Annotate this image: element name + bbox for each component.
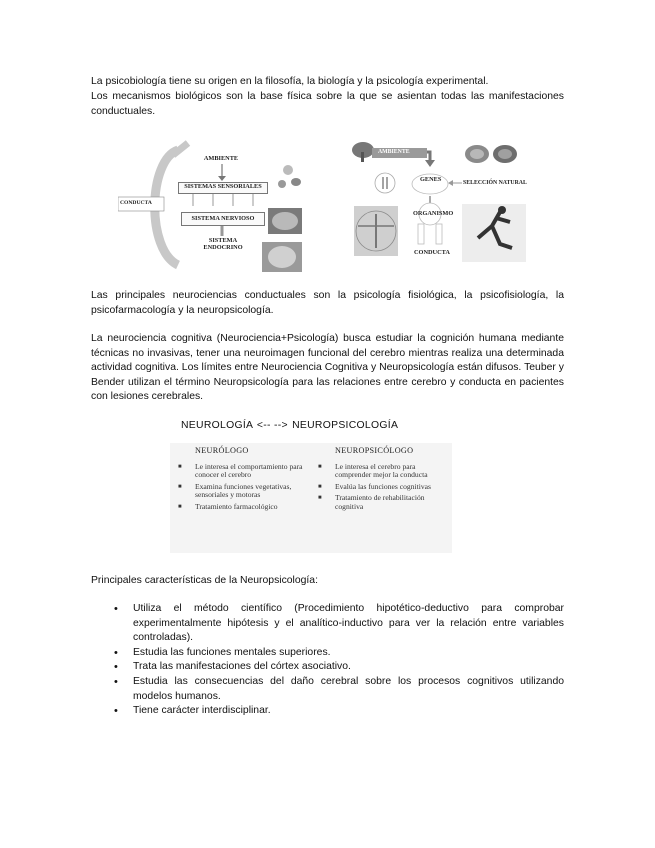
list-neuropsicologo	[316, 463, 446, 512]
list-item: ■ Evalúa las funciones cognitivas	[316, 483, 446, 492]
label-genes: GENES	[420, 176, 442, 183]
title-neurologia: NEUROLOGÍA	[181, 420, 253, 431]
paragraph-neurociencias: Las principales neurociencias conductuales son la psicología fisiológica, la psicofisiología, la psicofarmacología y la neuropsicología.	[91, 290, 564, 316]
label-sistema-nervioso: SISTEMA NERVIOSO	[191, 215, 255, 222]
label-organismo: ORGANISMO	[413, 210, 454, 217]
title-neuropsicologia: NEUROPSICOLOGÍA	[292, 420, 399, 431]
label-sistema-endocrino-1: SISTEMA	[208, 237, 238, 244]
box-sistemas-sensoriales	[178, 182, 268, 194]
label-conducta-left: CONDUCTA	[120, 200, 152, 206]
list-item: • Estudia las funciones mentales superiores.	[91, 646, 564, 661]
label-ambiente: AMBIENTE	[203, 155, 239, 162]
list-item: ■ Tratamiento farmacológico	[176, 503, 306, 512]
box-sistema-endocrino	[200, 237, 246, 253]
list-item: ■ Tratamiento de rehabilitación cognitiva	[316, 494, 446, 511]
list-item: • Trata las manifestaciones del córtex asociativo.	[91, 660, 564, 675]
intro-line-1: La psicobiología tiene su origen en la filosofía, la biología y la psicología experimental.	[91, 76, 489, 87]
header-neurologo: NEURÓLOGO	[195, 446, 249, 455]
figure-sistemas-diagram	[118, 140, 308, 273]
double-arrow-icon: <-- -->	[256, 420, 288, 431]
list-item: ■ Examina funciones vegetativas, sensoriales y motoras	[176, 483, 306, 500]
label-conducta-right: CONDUCTA	[414, 249, 450, 256]
box-sistema-nervioso	[181, 212, 265, 226]
neuro-comparison-table	[170, 443, 452, 553]
column-neuropsicologo	[316, 447, 446, 515]
column-neurologo	[176, 447, 306, 515]
list-item: ■ Le interesa el comportamiento para conocer el cerebro	[176, 463, 306, 480]
label-sistema-endocrino-2: ENDOCRINO	[203, 244, 243, 251]
heading-caracteristicas: Principales características de la Neuropsicología:	[91, 575, 318, 586]
list-caracteristicas	[91, 602, 564, 719]
label-sistemas-sensoriales: SISTEMAS SENSORIALES	[184, 183, 262, 190]
header-neuropsicologo: NEUROPSICÓLOGO	[335, 446, 414, 455]
list-item: ■ Le interesa el cerebro para comprender mejor la conducta	[316, 463, 446, 480]
box-ambiente	[198, 155, 244, 164]
paragraph-neurociencia-cognitiva: La neurociencia cognitiva (Neurociencia+Psicología) busca estudiar la cognición humana mediante técnicas no invasivas, tener una neuroimagen funcional del cerebro mientras realiza una determinada actividad cognitiva. Los límites entre Neurociencia Cognitiva y Neuropsicología están difusos. Teuber y Bender utilizan el término Neuropsicología para las relaciones entre cerebro y conducta en pacientes con lesiones cerebrales.	[91, 333, 564, 403]
label-seleccion-natural: SELECCIÓN NATURAL	[463, 180, 527, 186]
figure-genes-diagram	[350, 140, 532, 270]
list-item: • Estudia las consecuencias del daño cerebral sobre los procesos cognitivos utilizando modelos humanos.	[91, 675, 564, 704]
intro-line-2: Los mecanismos biológicos son la base física sobre la que se asientan todas las manifestaciones conductuales.	[91, 91, 564, 117]
list-neurologo	[176, 463, 306, 512]
list-item: • Utiliza el método científico (Procedimiento hipotético-deductivo para comprobar experimentalmente hipótesis y el analítico-inductivo para ver la relación entre variables controladas).	[91, 602, 564, 646]
list-item: • Tiene carácter interdisciplinar.	[91, 704, 564, 719]
neuro-comparison-title	[181, 420, 398, 431]
label-ambiente-right: AMBIENTE	[378, 149, 410, 155]
